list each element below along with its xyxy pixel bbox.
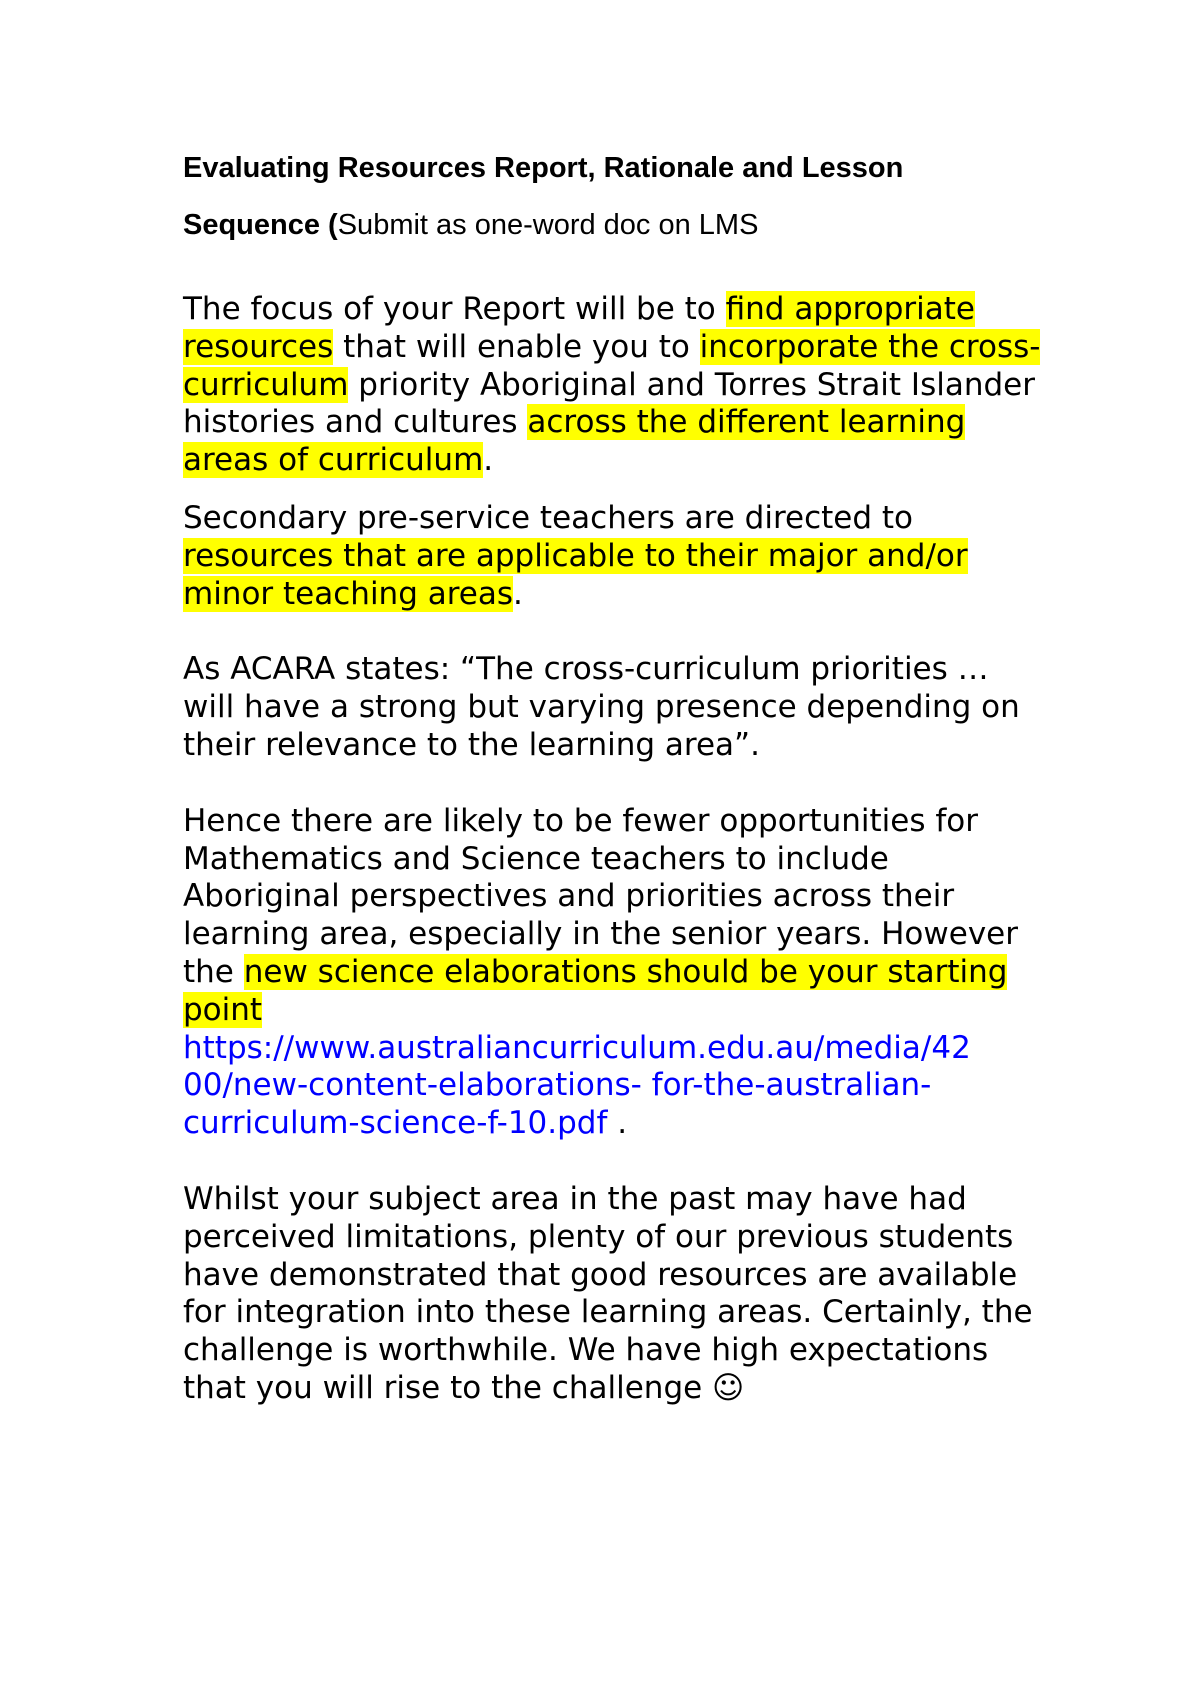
focus-text-1: The focus of your Report will be to	[183, 291, 726, 327]
paragraph-secondary	[183, 500, 1043, 613]
title-line-2-bold: Sequence (	[183, 209, 338, 241]
highlight-learning-areas: across the different learning areas of curriculum	[183, 404, 966, 479]
link-line-1[interactable]: https://www.australiancurriculum.edu.au/media/42	[183, 1029, 971, 1066]
paragraph-acara	[183, 651, 1043, 764]
title-line-1: Evaluating Resources Report, Rationale and Lesson	[183, 152, 904, 184]
focus-text-2: that will enable you to	[333, 328, 700, 365]
highlight-find-resources: find appropriate resources	[183, 291, 975, 365]
document-body	[183, 140, 1043, 1408]
highlight-teaching-areas: resources that are applicable to their major and/or minor teaching areas	[183, 537, 968, 612]
secondary-text-1: Secondary pre-service teachers are directed to	[183, 499, 913, 536]
acara-quote: As ACARA states: “The cross-curriculum priorities … will have a strong but varying presence depending on their relevance to the learning area”.	[183, 651, 1020, 763]
highlight-incorporate: incorporate the cross-curriculum	[183, 328, 1041, 403]
whilst-text: Whilst your subject area in the past may have had perceived limitations, plenty of our previous students have demonstrated that good resources are available for integration into these learning areas. Certainly, the challenge is worthwhile. We have high expectations that you will rise to the challenge ☺	[183, 1180, 1033, 1406]
link-line-3[interactable]: curriculum-science-f-10.pdf	[183, 1105, 608, 1142]
highlight-science-elaborations: new science elaborations should be your starting point	[183, 953, 1008, 1028]
link-line-2[interactable]: 00/new-content-elaborations- for-the-australian-	[183, 1067, 932, 1104]
title-line-2-note: Submit as one-word doc on LMS	[337, 209, 759, 241]
focus-text-4: .	[483, 442, 494, 479]
paragraph-focus	[183, 291, 1043, 480]
document-title	[183, 140, 1043, 254]
focus-text-3: priority Aboriginal and Torres Strait Islander histories and cultures	[183, 366, 1035, 441]
paragraph-whilst	[183, 1181, 1043, 1408]
hence-text: Hence there are likely to be fewer opportunities for Mathematics and Science teachers to include Aboriginal perspectives and priorities across their learning area, especially in the senior years. However the	[183, 802, 1018, 990]
hence-text-end: .	[607, 1105, 628, 1142]
elaborations-link[interactable]	[183, 1030, 971, 1142]
secondary-text-2: .	[513, 575, 523, 612]
paragraph-hence	[183, 803, 1043, 1143]
